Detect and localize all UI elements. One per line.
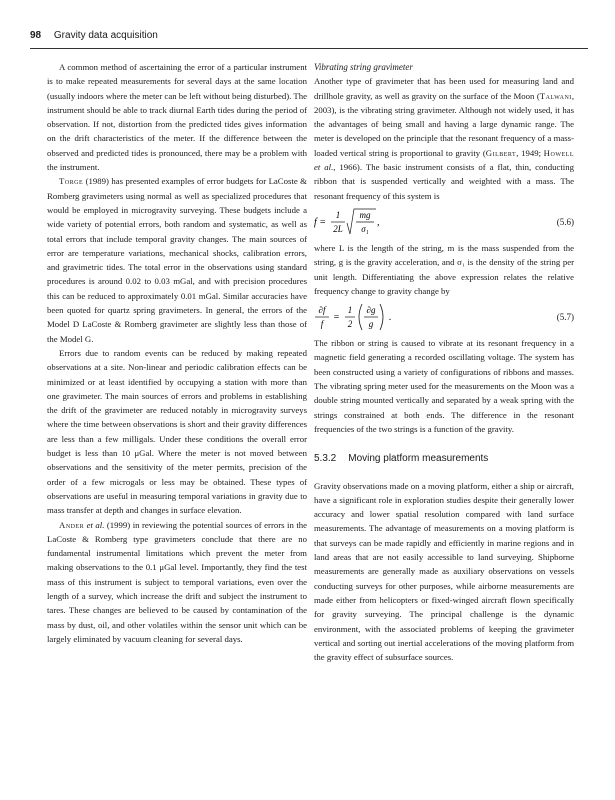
- citation-author: Gilbert: [485, 147, 517, 158]
- citation-author: Ander: [59, 519, 85, 530]
- page-header: [30, 30, 588, 49]
- right-paragraph-1: [314, 74, 574, 203]
- eq-lhs: f =: [314, 216, 327, 228]
- right-paren: [380, 304, 383, 330]
- right-paragraph-3: The ribbon or string is caused to vibrate at its resonant frequency in a magnetic field generating a recorded oscillating voltage. The system has been constructed using a variety of configurations of ribbons and masses. The vibrating spring meter used for the measurements on the Moon was a double string mounted vertically and separated by a weak spring with the strings constrained at both ends. The difference in the resonant frequencies of the two strings is a function of the gravity.: [314, 338, 574, 434]
- section-heading: [314, 452, 574, 466]
- citation-etal: et al.: [314, 162, 334, 173]
- eq-paren-num: ∂g: [366, 305, 376, 316]
- section-number: 5.3.2: [314, 453, 337, 465]
- left-paragraph-3: Errors due to random events can be reduced by making repeated observations at a site. Non-linear and periodic calibration effects can be minimized or at least identified by occupying a station with more than one gravimeter. The main sources of errors and problems in establishing the drift of the gravimeter are reduced notably in microgravity surveys where the time between observations is short and their gravity differences are less than a few milligals. Under these conditions the overall error budget is less than 10 μGal. Where the meter is not moved between observations and the sensitivity of the meter permits, precision of the order of a few microgals or less may be obtained. These types of observations are useful in measuring temporal variations in gravity due to mass transfer at depth and changes in surface elevation.: [47, 347, 307, 516]
- eq-sqrt-den: σ₁: [361, 223, 369, 234]
- eq-tail: .: [389, 312, 392, 324]
- left-paragraph-1: A common method of ascertaining the error of a particular instrument is to make repeated measurements for several days at the same location (usually indoors where the meter can be left without being disturbed). The instrument should be able to track diurnal Earth tides during the period of observation. If not, distortion from the predicted tides gives information on the drift characteristics of the meter. If the difference between the observed and predicted tides is pronounced, there may be a problem with the instrument.: [47, 62, 307, 173]
- eq-tail: ,: [377, 216, 380, 228]
- left-paragraph-2: [47, 174, 307, 346]
- equation-number: (5.7): [556, 312, 574, 323]
- equation-5-6-formula: [314, 203, 434, 241]
- eq-lhs-den: f: [320, 319, 324, 330]
- right-paragraph-4: Gravity observations made on a moving platform, either a ship or aircraft, have a significant role in exploration studies despite their generally lower accuracy and lower spatial resolution compared with land surface measurements. The advantage of measurements on a moving platform is that surveys can be made rapidly and efficiently in marine regions and in land areas that are not easily accessible to land surveying. Shipborne measurements are generally made as auxiliary observations on vessels conducting surveys for other purposes, while airborne measurements are made either from helicopters or fixed-winged aircraft flown specifically for gravity surveying. The principal challenge is the dynamic environment, with the associated problems of keeping the gravimeter vertical and sorting out inertial accelerations of the moving platform from the gravity effect of subsurface sources.: [314, 480, 574, 663]
- paragraph-text: (1989) has presented examples of error budgets for LaCoste & Romberg gravimeters using normal as well as specialized procedures that would be employed in microgravity surveying. These budgets include a wide variety of potential errors, both random and systematic, as well as total errors that include temporal gravity changes. The main sources of error are temperature variations, mechanical shocks, calibration errors, and gravimetric tides. The total error in the observations using standard procedures is around 0.02 to 0.03 mGal, and with precision procedures this can be reduced to approximately 0.01 mGal. Similar accuracies have been quoted for quartz spring gravimeters. In general, the errors of the Model D LaCoste & Romberg gravimeter are slightly less than those of the Model G.: [47, 176, 307, 344]
- right-paragraph-2: where L is the length of the string, m is the mass suspended from the string, g is the gravity acceleration, and σ₁ is the density of the string per unit length. Differentiating the above expression relates the relative frequency change to gravity change by: [314, 242, 574, 296]
- citation-author: Howell: [543, 147, 574, 158]
- subsection-heading: Vibrating string gravimeter: [314, 62, 413, 72]
- eq-frac-den: 2L: [333, 223, 343, 234]
- left-column: [47, 60, 307, 646]
- paragraph-text: Another type of gravimeter that has been used for measuring land and drillhole gravity, as well as gravity on the surface of the Moon (: [314, 76, 574, 101]
- eq-paren-den: g: [368, 319, 374, 330]
- page-number: 98: [30, 30, 42, 41]
- paragraph-text: (1999) in reviewing the potential sources of errors in the LaCoste & Romberg type gravimeters conclude that there are no fundamental instrumental limitations which prevent the meter from making observations to the 0.1 μGal level. Importantly, they find the test mass of this instrument is subject to temporal variations, even over the length of a survey, which increase the drift and subject the instrument to tares. These changes are believed to be caused by contamination of the mass by dust, oil, and other volatiles within the sensor unit which can be largely eliminated by vacuum cleaning for several days.: [47, 519, 308, 644]
- eq-lhs-num: ∂f: [318, 305, 326, 316]
- eq-half-num: 1: [347, 305, 353, 316]
- eq-half-den: 2: [347, 319, 353, 330]
- citation-author: Talwani: [539, 90, 572, 101]
- eq-equals: =: [333, 312, 340, 324]
- equation-5-6: [314, 203, 574, 241]
- paragraph-text: , 2003), is the vibrating string gravimeter. Although not widely used, it has the advantages of being small and having a large dynamic range. The meter is developed on the principle that the resonant frequency of a mass-loaded vertical string is proportional to gravity (: [314, 90, 574, 158]
- citation-author: Torge: [59, 176, 84, 187]
- left-paragraph-4: [47, 518, 307, 647]
- paragraph-text: , 1949;: [516, 147, 544, 158]
- left-paren: [359, 304, 362, 330]
- paragraph-text: , 1966). The basic instrument consists of a flat, thin, conducting ribbon that is suspended vertically and weighted with a mass. The resonant frequency of this system is: [314, 162, 574, 201]
- equation-5-7: [314, 298, 574, 336]
- equation-5-7-formula: [314, 298, 434, 336]
- eq-sqrt-num: mg: [359, 209, 371, 220]
- citation-etal: et al.: [84, 519, 105, 530]
- section-title: Moving platform measurements: [348, 453, 489, 465]
- right-column: [314, 60, 574, 664]
- eq-frac-num: 1: [335, 209, 341, 220]
- equation-number: (5.6): [556, 216, 574, 227]
- running-title: Gravity data acquisition: [53, 30, 158, 41]
